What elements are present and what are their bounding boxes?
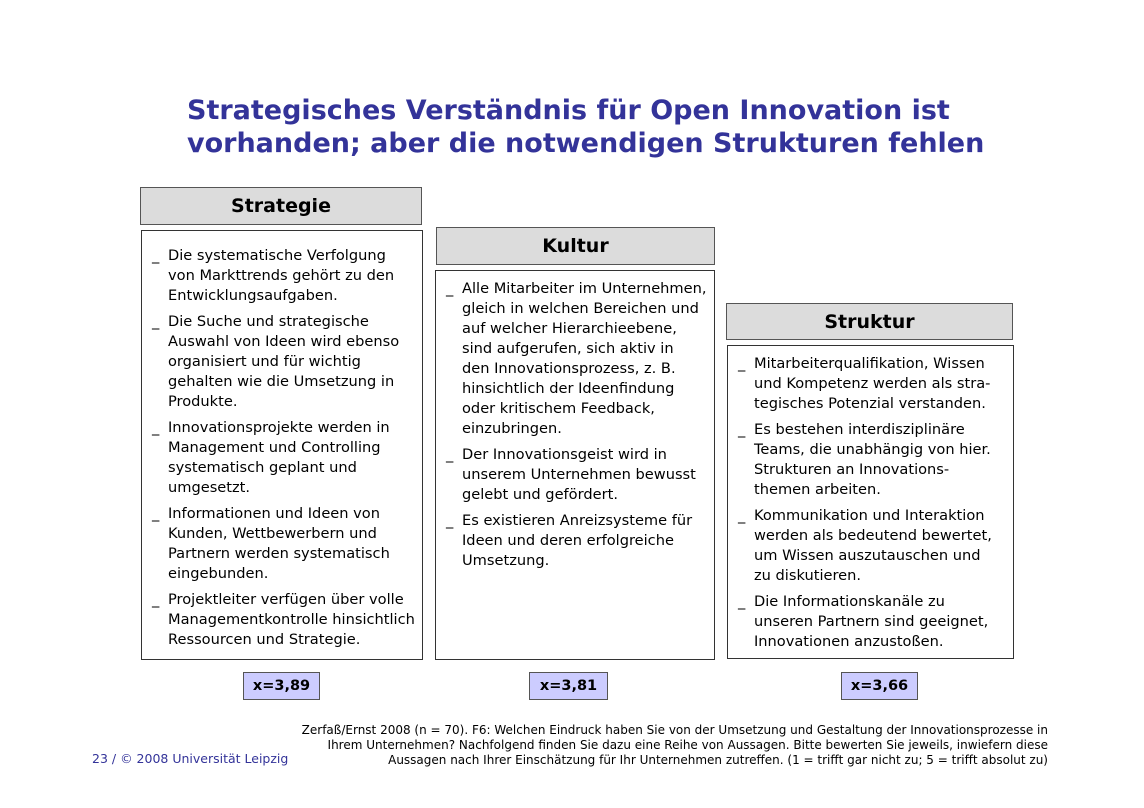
statement-line: _ Projektleiter verfügen über volle [168,591,404,608]
statement-line: _ Der Innovationsgeist wird in [462,446,667,463]
strategie-score-badge: x=3,89 [243,672,320,700]
statement-line: unserem Unternehmen bewusst [462,466,696,483]
source-note [248,723,1048,768]
source-note-line: Zerfaß/Ernst 2008 (n = 70). F6: Welchen Eindruck haben Sie von der Umsetzung und Gestaltung der Innovationsprozesse in [301,723,1048,737]
statement-line: unseren Partnern sind geeignet, [754,613,989,630]
slide-title [187,94,1087,160]
page-footer-copyright: 23 / © 2008 Universität Leipzig [92,751,289,766]
statement-item [446,445,712,505]
statement-item [446,279,712,439]
statement-line: Auswahl von Ideen wird ebenso [168,333,400,350]
statement-line: Produkte. [168,393,238,410]
statement-item [152,418,418,498]
statement-line: Managementkontrolle hinsichtlich [168,611,415,628]
statement-line: oder kritischem Feedback, [462,400,655,417]
statement-line: Ideen und deren erfolgreiche [462,532,674,549]
statement-line: zu diskutieren. [754,567,862,584]
statement-line: Partnern werden systematisch [168,545,390,562]
statement-line: Teams, die unabhängig von hier. [754,441,991,458]
statement-line: Innovationen anzustoßen. [754,633,944,650]
statement-line: _ Die Suche und strategische [168,313,369,330]
statement-item [738,592,1011,652]
statement-item [152,590,418,650]
strategie-list [152,246,418,650]
statement-line: um Wissen auszutauschen und [754,547,981,564]
struktur-score-badge: x=3,66 [841,672,918,700]
statement-line: einzubringen. [462,420,562,437]
strategie-header: Strategie [140,187,422,225]
statement-line: Entwicklungsaufgaben. [168,287,338,304]
statement-line: _ Alle Mitarbeiter im Unternehmen, [462,280,707,297]
statement-line: eingebunden. [168,565,269,582]
statement-line: gehalten wie die Umsetzung in [168,373,395,390]
statement-line: werden als bedeutend bewertet, [754,527,992,544]
source-note-line: Ihrem Unternehmen? Nachfolgend finden Sie dazu eine Reihe von Aussagen. Bitte bewerten Sie jeweils, inwiefern diese [327,738,1048,752]
statement-line: _ Die Informationskanäle zu [754,593,945,610]
kultur-score-badge: x=3,81 [529,672,608,700]
statement-line: Umsetzung. [462,552,550,569]
statement-line: themen arbeiten. [754,481,881,498]
statement-line: Management und Controlling [168,439,381,456]
statement-line: organisiert und für wichtig [168,353,361,370]
statement-line: und Kompetenz werden als stra- [754,375,991,392]
statement-line: _ Innovationsprojekte werden in [168,419,390,436]
statement-line: auf welcher Hierarchieebene, [462,320,677,337]
struktur-header: Struktur [726,303,1013,340]
statement-line: _ Informationen und Ideen von [168,505,380,522]
statement-item [738,506,1011,586]
kultur-panel [435,270,715,660]
statement-line: _ Mitarbeiterqualifikation, Wissen [754,355,985,372]
title-line-2: vorhanden; aber die notwendigen Strukturen fehlen [187,128,985,159]
statement-line: _ Es bestehen interdisziplinäre [754,421,965,438]
statement-line: gelebt und gefördert. [462,486,618,503]
statement-item [152,246,418,306]
statement-line: sind aufgerufen, sich aktiv in [462,340,674,357]
statement-line: von Markttrends gehört zu den [168,267,395,284]
statement-item [738,354,1011,414]
struktur-list [738,354,1011,652]
statement-item [152,312,418,412]
statement-line: _ Kommunikation und Interaktion [754,507,985,524]
kultur-list [446,279,712,571]
statement-line: systematisch geplant und [168,459,357,476]
strategie-panel [141,230,423,660]
statement-line: Kunden, Wettbewerbern und [168,525,377,542]
statement-line: tegisches Potenzial verstanden. [754,395,986,412]
statement-line: hinsichtlich der Ideenfindung [462,380,675,397]
source-note-line: Aussagen nach Ihrer Einschätzung für Ihr Unternehmen zutreffen. (1 = trifft gar nicht zu; 5 = trifft absolut zu) [388,753,1048,767]
statement-line: Strukturen an Innovations- [754,461,950,478]
statement-line: umgesetzt. [168,479,251,496]
statement-item [152,504,418,584]
statement-line: _ Es existieren Anreizsysteme für [462,512,693,529]
title-line-1: Strategisches Verständnis für Open Innovation ist [187,95,950,126]
statement-line: _ Die systematische Verfolgung [168,247,386,264]
struktur-panel [727,345,1014,659]
statement-item [446,511,712,571]
statement-line: den Innovationsprozess, z. B. [462,360,676,377]
statement-line: gleich in welchen Bereichen und [462,300,699,317]
statement-line: Ressourcen und Strategie. [168,631,361,648]
kultur-header: Kultur [436,227,715,265]
statement-item [738,420,1011,500]
